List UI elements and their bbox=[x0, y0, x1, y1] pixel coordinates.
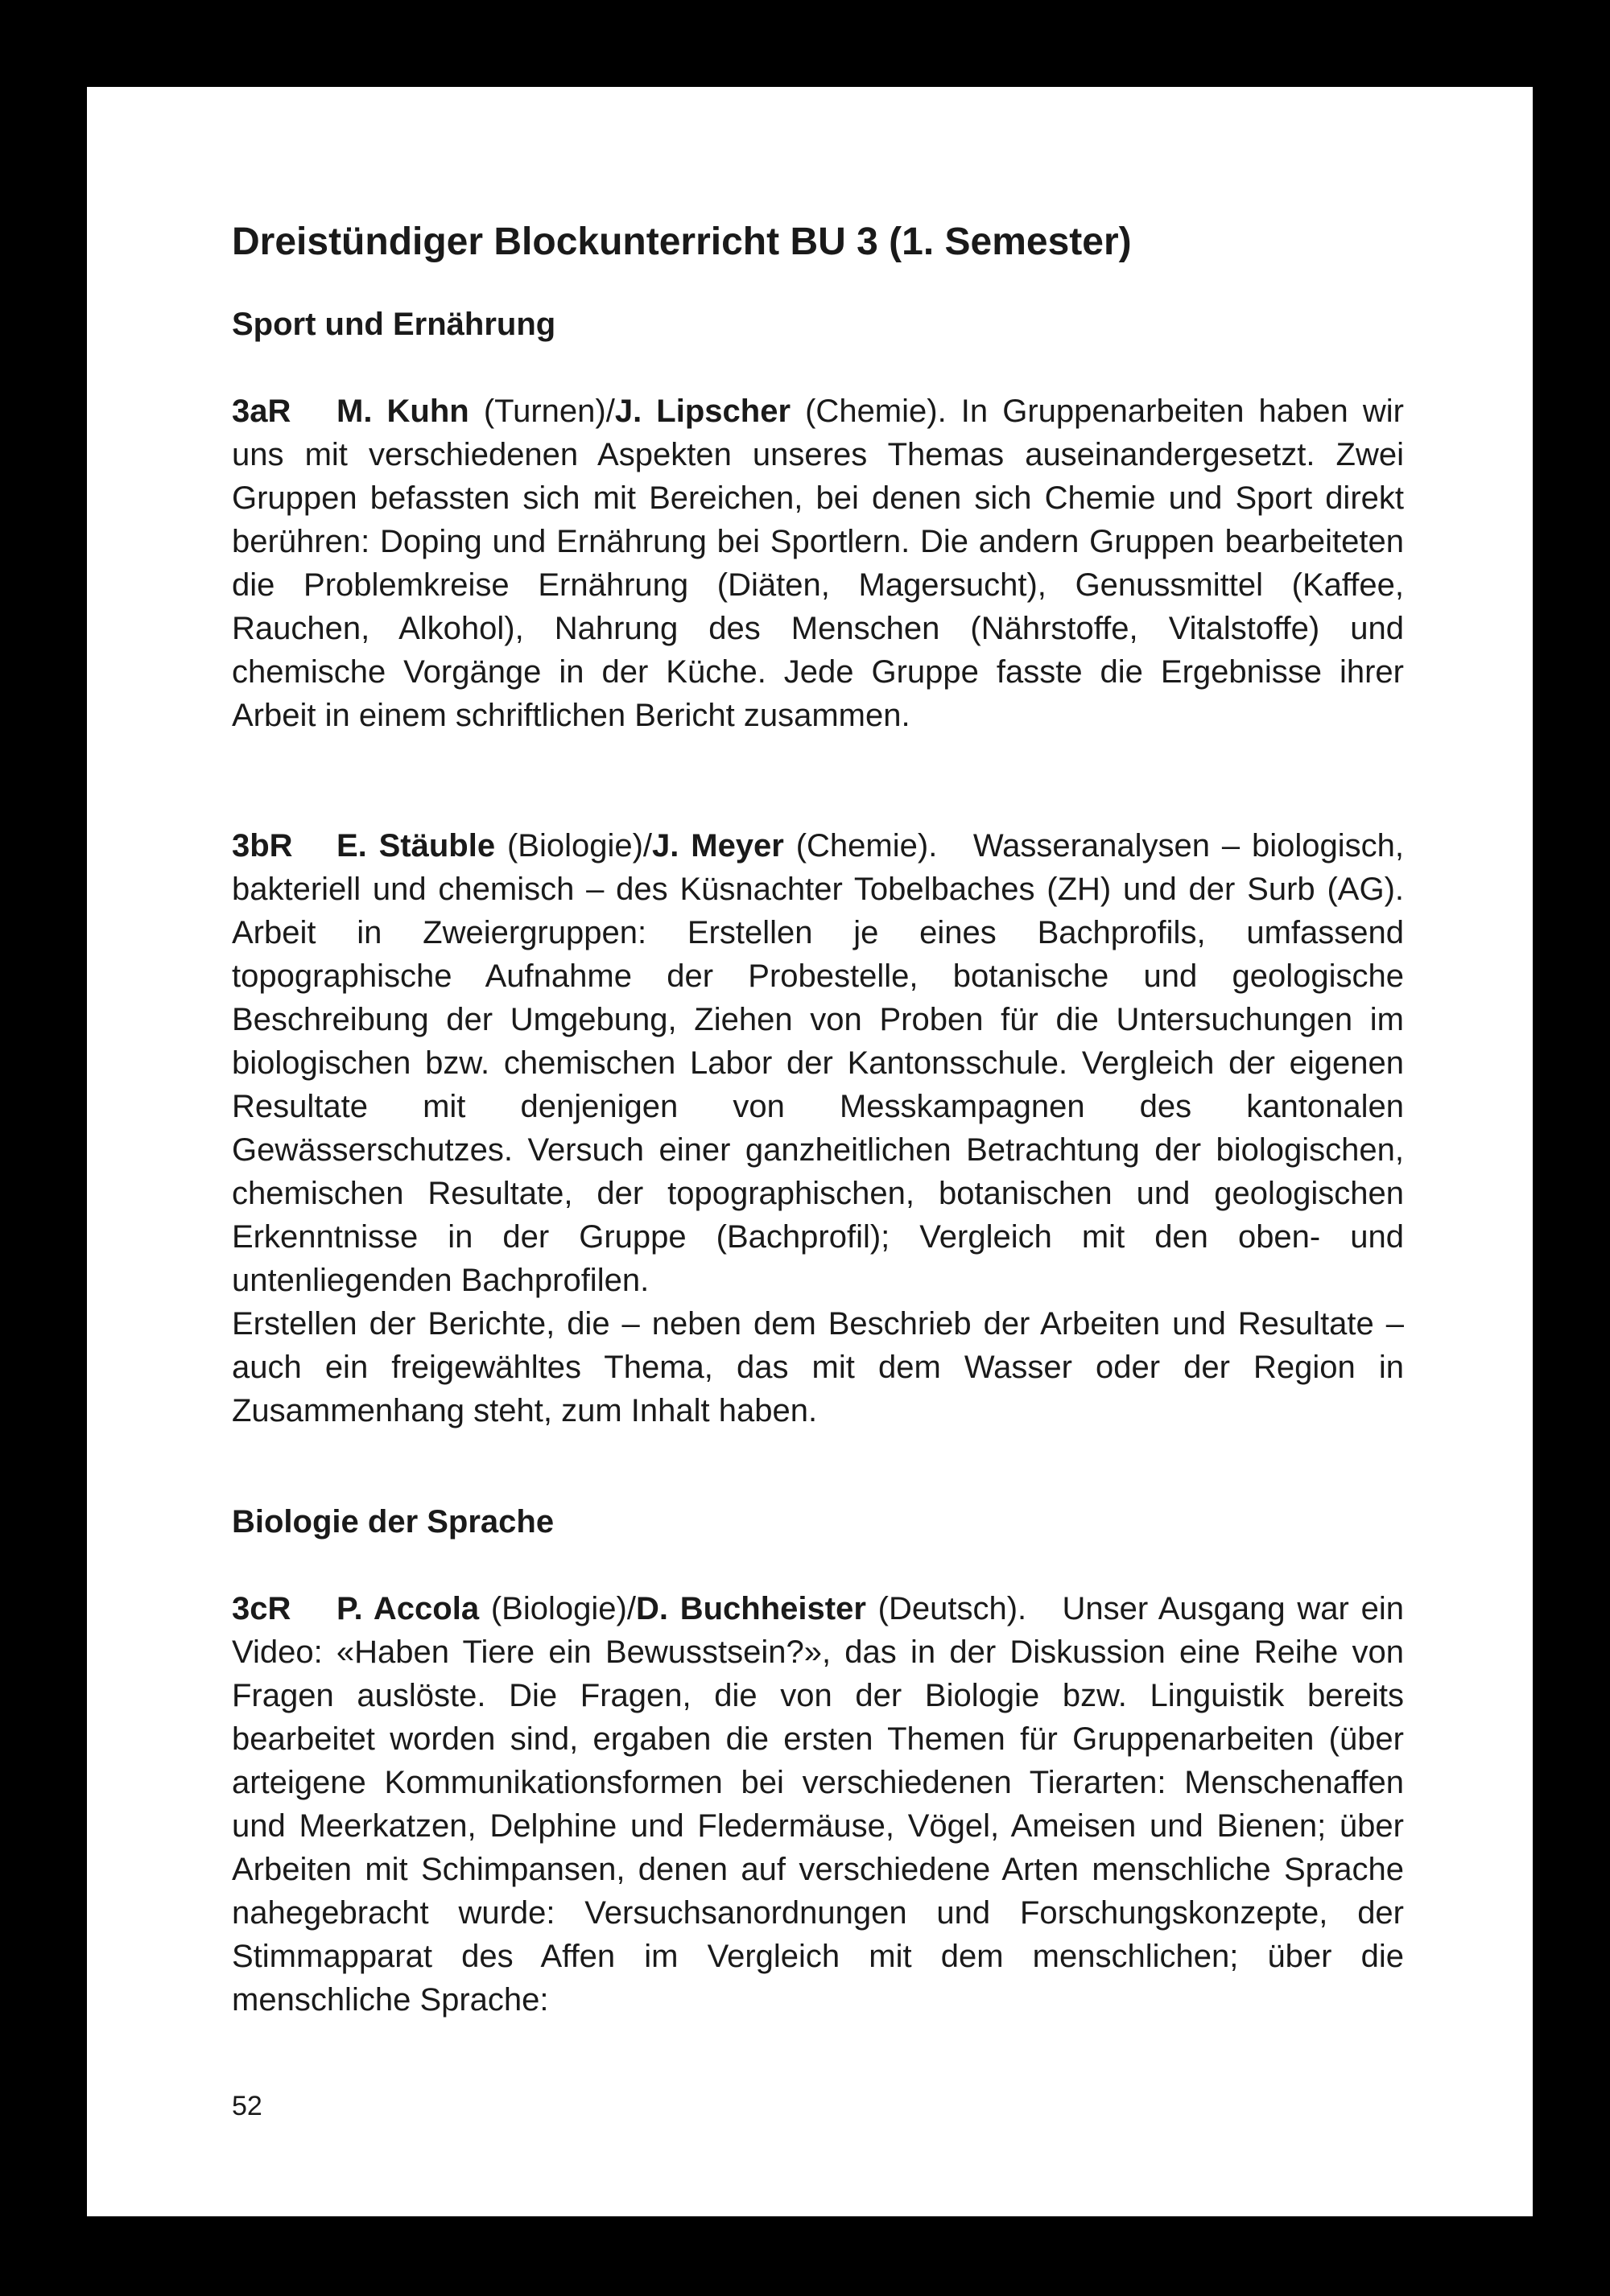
subject: (Chemie). bbox=[805, 394, 947, 429]
separator: / bbox=[642, 828, 653, 864]
entry-text: Unser Ausgang war ein Video: «Haben Tiere ein Bewusstsein?», das in der Diskussion eine Reihe von Fragen auslöste. Die Fragen, die von der Biologie bzw. Linguistik bereits bearbeitet worden sind, ergaben die ersten Themen für Gruppenarbeiten (über arteigene Kommunikationsformen bei verschiedenen Tierarten: Menschenaffen und Meerkatzen, Delphine und Fledermäuse, Vögel, Ameisen und Bienen; über Arbeiten mit Schimpansen, denen auf verschiedene Arten menschliche Sprache nahegebracht wurde: Versuchsanordnungen und Forschungskonzepte, der Stimmapparat des Affen im Vergleich mit dem menschlichen; über die menschliche Sprache: bbox=[232, 1591, 1404, 2018]
teacher-name: E. Stäuble bbox=[336, 828, 496, 864]
class-code: 3cR bbox=[232, 1591, 291, 1626]
subject: (Turnen) bbox=[483, 394, 606, 429]
teacher-name: P. Accola bbox=[336, 1591, 480, 1626]
entry-text: Wasseranalysen – biologisch, bakteriell und chemisch – des Küsnachter Tobelbaches (ZH) und der Surb (AG). Arbeit in Zweiergruppen: Erstellen je eines Bachprofils, umfassend topographische Aufnahme der Probestelle, botanische und geologische Beschreibung der Umgebung, Ziehen von Proben für die Untersuchungen im biologischen bzw. chemischen Labor der Kantonsschule. Vergleich der eigenen Resultate mit denjenigen von Messkampagnen des kantonalen Gewässerschutzes. Versuch einer ganzheitlichen Betrachtung der biologischen, chemischen Resultate, der topographischen, botanischen und geologischen Erkenntnisse in der Gruppe (Bachprofil); Vergleich mit den oben- und untenliegenden Bachprofilen. bbox=[232, 828, 1404, 1298]
class-code: 3bR bbox=[232, 828, 293, 864]
subject: (Biologie) bbox=[506, 828, 643, 864]
separator: / bbox=[605, 394, 615, 429]
entry-3aR bbox=[232, 390, 1404, 737]
section-heading-sport: Sport und Ernährung bbox=[232, 307, 556, 342]
separator: / bbox=[626, 1591, 636, 1626]
entry-3bR-continued: Erstellen der Berichte, die – neben dem Beschrieb der Arbeiten und Resultate – auch ein freigewähltes Thema, das mit dem Wasser oder der Region in Zusammenhang steht, zum Inhalt haben. bbox=[232, 1306, 1404, 1428]
teacher-name: J. Lipscher bbox=[614, 394, 791, 429]
teacher-name: J. Meyer bbox=[652, 828, 784, 864]
teacher-name: D. Buchheister bbox=[635, 1591, 866, 1626]
page-content bbox=[232, 216, 1404, 2022]
subject: (Deutsch). bbox=[877, 1591, 1027, 1626]
subject: (Biologie) bbox=[490, 1591, 627, 1626]
subject: (Chemie). bbox=[795, 828, 938, 864]
page bbox=[87, 87, 1533, 2216]
section-heading-biologie: Biologie der Sprache bbox=[232, 1504, 555, 1540]
page-number: 52 bbox=[232, 2091, 262, 2121]
teacher-name: M. Kuhn bbox=[336, 394, 469, 429]
class-code: 3aR bbox=[232, 394, 291, 429]
page-title: Dreistündiger Blockunterricht BU 3 (1. Semester) bbox=[232, 221, 1132, 263]
entry-text: In Gruppenarbeiten haben wir uns mit verschiedenen Aspekten unseres Themas auseinandergesetzt. Zwei Gruppen befassten sich mit Bereichen, bei denen sich Chemie und Sport direkt berühren: Doping und Ernährung bei Sportlern. Die andern Gruppen bearbeiteten die Problemkreise Ernährung (Diäten, Magersucht), Genussmittel (Kaffee, Rauchen, Alkohol), Nahrung des Menschen (Nährstoffe, Vitalstoffe) und chemische Vorgänge in der Küche. Jede Gruppe fasste die Ergebnisse ihrer Arbeit in einem schriftlichen Bericht zusammen. bbox=[232, 394, 1404, 733]
entry-3bR bbox=[232, 824, 1404, 1302]
entry-3cR bbox=[232, 1587, 1404, 2022]
